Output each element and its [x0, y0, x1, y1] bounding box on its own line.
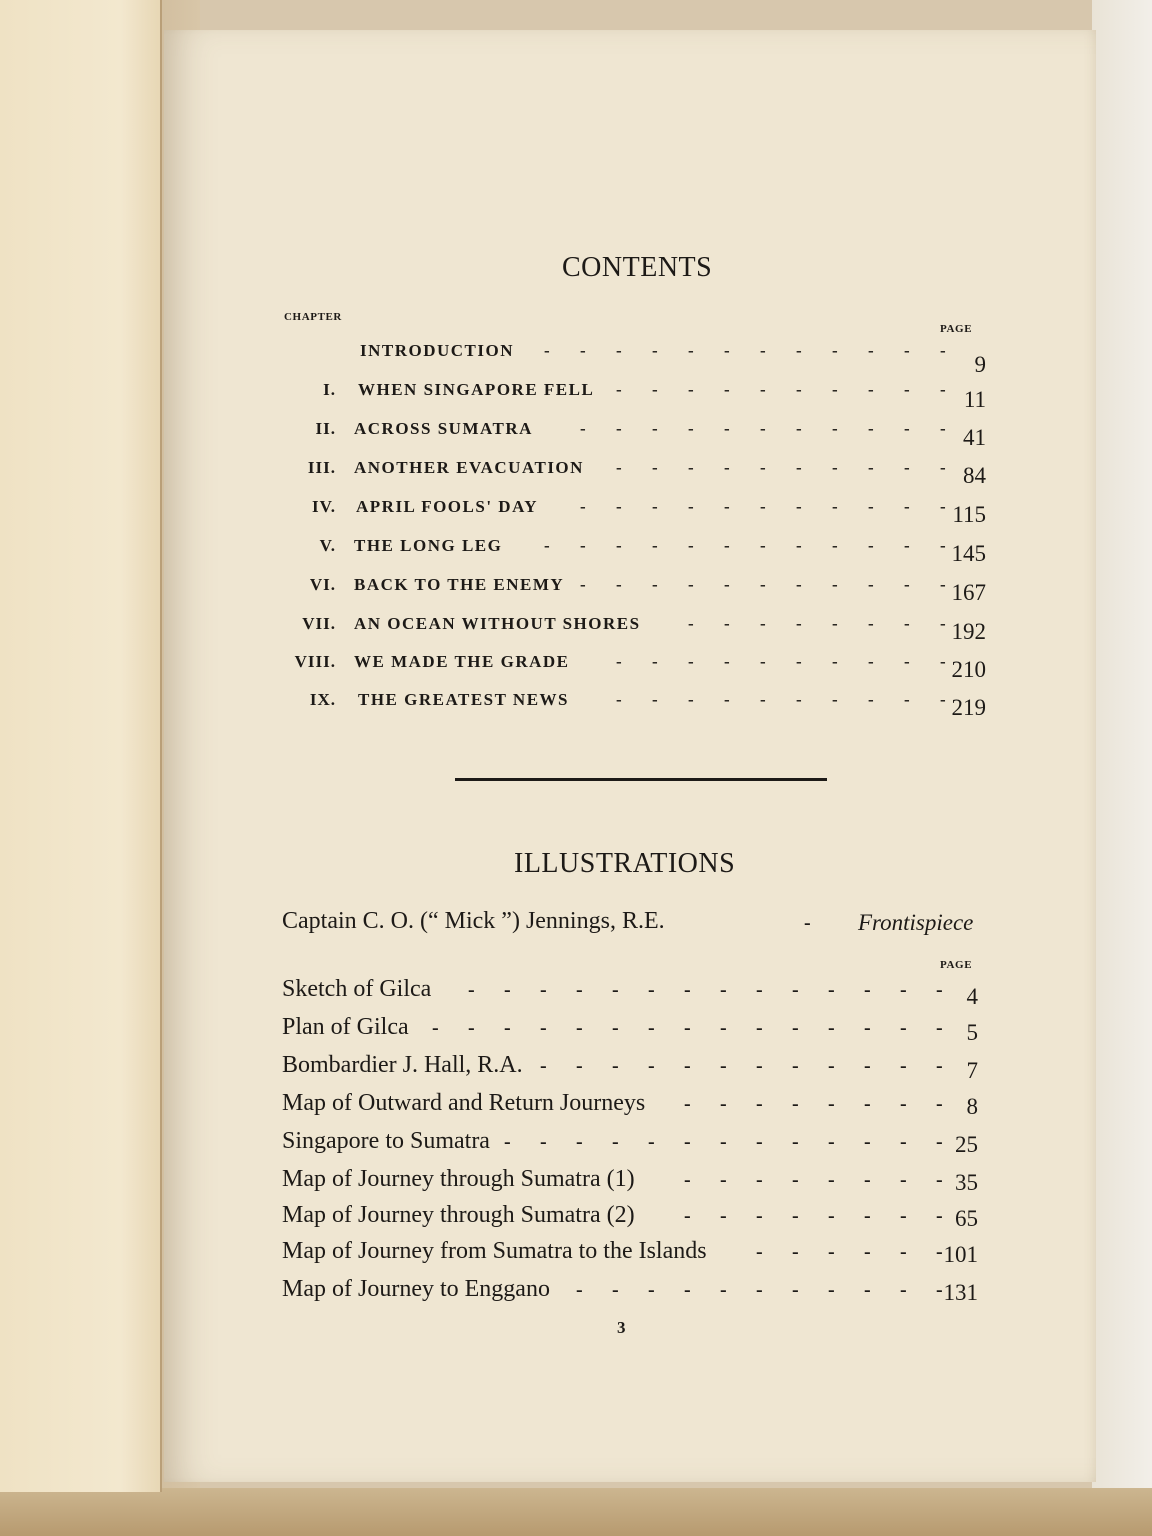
leader-dash: -	[540, 979, 547, 1001]
leader-dash: -	[652, 419, 658, 438]
leader-dash: -	[576, 1017, 583, 1039]
leader-dash: -	[792, 1017, 799, 1039]
chapter-title: THE LONG LEG	[354, 536, 503, 555]
leader-dash: -	[868, 614, 874, 633]
leader-dash: -	[760, 575, 766, 594]
chapter-page: 41	[963, 425, 986, 450]
leader-dash: -	[544, 341, 550, 360]
leader-dash: -	[760, 497, 766, 516]
leader-dash: -	[724, 652, 730, 671]
leader-dash: -	[756, 1205, 763, 1227]
chapter-column-label: CHAPTER	[284, 311, 342, 323]
chapter-title: ANOTHER EVACUATION	[354, 458, 584, 477]
chapter-title: WE MADE THE GRADE	[354, 652, 570, 671]
illustration-title: Singapore to Sumatra	[282, 1128, 490, 1154]
leader-dash: -	[868, 652, 874, 671]
leader-dash: -	[936, 1205, 943, 1227]
chapter-page: 84	[963, 463, 986, 488]
leader-dash: -	[652, 497, 658, 516]
chapter-page: 115	[952, 502, 986, 527]
leader-dash: -	[936, 1279, 943, 1301]
chapter-title: APRIL FOOLS' DAY	[356, 497, 539, 516]
leader-dash: -	[756, 1279, 763, 1301]
leader-dash: -	[684, 1131, 691, 1153]
chapter-number: V.	[319, 536, 336, 555]
leader-dash: -	[796, 419, 802, 438]
leader-dash: -	[616, 380, 622, 399]
leader-dash: -	[936, 1093, 943, 1115]
illustration-page: 35	[955, 1170, 978, 1195]
leader-dash: -	[936, 1241, 943, 1263]
contents-heading: CONTENTS	[562, 252, 713, 283]
leader-dash: -	[684, 1169, 691, 1191]
leader-dash: -	[868, 380, 874, 399]
chapter-number: II.	[315, 419, 336, 438]
leader-dash: -	[540, 1131, 547, 1153]
leader-dash: -	[652, 458, 658, 477]
leader-dash: -	[828, 1017, 835, 1039]
leader-dash: -	[792, 979, 799, 1001]
leader-dash: -	[684, 1017, 691, 1039]
leader-dash: -	[616, 341, 622, 360]
leader-dash: -	[760, 458, 766, 477]
illustration-page: 7	[966, 1058, 978, 1083]
leader-dash: -	[612, 1017, 619, 1039]
leader-dash: -	[868, 341, 874, 360]
leader-dash: -	[684, 1093, 691, 1115]
leader-dash: -	[432, 1017, 439, 1039]
leader-dash: -	[832, 690, 838, 709]
leader-dash: -	[756, 1017, 763, 1039]
illustration-title: Map of Journey through Sumatra (1)	[282, 1166, 635, 1192]
leader-dash: -	[900, 1169, 907, 1191]
leader-dash: -	[868, 690, 874, 709]
leader-dash: -	[684, 1055, 691, 1077]
leader-dash: -	[936, 1169, 943, 1191]
leader-dash: -	[612, 1279, 619, 1301]
leader-dash: -	[940, 341, 946, 360]
leader-dash: -	[940, 652, 946, 671]
chapter-page: 219	[951, 695, 986, 720]
leader-dash: -	[832, 536, 838, 555]
leader-dash: -	[904, 497, 910, 516]
illustrations-heading: ILLUSTRATIONS	[514, 848, 736, 879]
leader-dash: -	[720, 1055, 727, 1077]
chapter-page: 11	[963, 387, 986, 412]
leader-dash: -	[760, 536, 766, 555]
leader-dash: -	[724, 690, 730, 709]
leader-dash: -	[648, 979, 655, 1001]
leader-dash: -	[612, 979, 619, 1001]
leader-dash: -	[540, 1017, 547, 1039]
leader-dash: -	[796, 536, 802, 555]
leader-dash: -	[864, 1279, 871, 1301]
leader-dash: -	[648, 1279, 655, 1301]
chapter-number: VIII.	[294, 652, 336, 671]
leader-dash: -	[940, 497, 946, 516]
leader-dash: -	[936, 1055, 943, 1077]
leader-dash: -	[792, 1169, 799, 1191]
leader-dash: -	[756, 979, 763, 1001]
chapter-number: I.	[323, 380, 336, 399]
leader-dash: -	[828, 1055, 835, 1077]
leader-dash: -	[648, 1017, 655, 1039]
leader-dash: -	[648, 1131, 655, 1153]
leader-dash: -	[904, 614, 910, 633]
illustration-page: 5	[966, 1020, 978, 1045]
frontispiece-title: Captain C. O. (“ Mick ”) Jennings, R.E.	[282, 908, 665, 934]
leader-dash: -	[684, 979, 691, 1001]
illustration-title: Plan of Gilca	[282, 1014, 409, 1040]
leader-dash: -	[580, 497, 586, 516]
leader-dash: -	[504, 1017, 511, 1039]
leader-dash: -	[832, 341, 838, 360]
leader-dash: -	[724, 380, 730, 399]
leader-dash: -	[828, 1241, 835, 1263]
leader-dash: -	[648, 1055, 655, 1077]
leader-dash: -	[904, 380, 910, 399]
leader-dash: -	[936, 1017, 943, 1039]
leader-dash: -	[868, 575, 874, 594]
leader-dash: -	[900, 979, 907, 1001]
leader-dash: -	[720, 1131, 727, 1153]
chapter-number: VII.	[302, 614, 336, 633]
leader-dash: -	[720, 1205, 727, 1227]
leader-dash: -	[796, 458, 802, 477]
leader-dash: -	[724, 614, 730, 633]
leader-dash: -	[720, 1017, 727, 1039]
leader-dash: -	[904, 575, 910, 594]
leader-dash: -	[724, 458, 730, 477]
leader-dash: -	[868, 419, 874, 438]
leader-dash: -	[904, 690, 910, 709]
leader-dash: -	[756, 1093, 763, 1115]
leader-dash: -	[688, 536, 694, 555]
leader-dash: -	[900, 1055, 907, 1077]
leader-dash: -	[652, 690, 658, 709]
leader-dash: -	[616, 652, 622, 671]
leader-dash: -	[828, 1279, 835, 1301]
leader-dash: -	[576, 1055, 583, 1077]
chapter-page: 210	[951, 657, 986, 682]
leader-dash: -	[688, 341, 694, 360]
chapter-number: IV.	[312, 497, 336, 516]
leader-dash: -	[940, 380, 946, 399]
chapter-title: AN OCEAN WITHOUT SHORES	[354, 614, 641, 633]
illustration-page: 131	[943, 1280, 978, 1305]
leader-dash: -	[832, 458, 838, 477]
illustration-page: 101	[943, 1242, 978, 1267]
leader-dash: -	[900, 1241, 907, 1263]
leader-dash: -	[756, 1131, 763, 1153]
chapter-page: 145	[951, 541, 986, 566]
leader-dash: -	[576, 979, 583, 1001]
leader-dash: -	[828, 1169, 835, 1191]
leader-dash: -	[864, 1241, 871, 1263]
leader-dash: -	[540, 1055, 547, 1077]
chapter-page: 167	[951, 580, 986, 605]
leader-dash: -	[612, 1055, 619, 1077]
leader-dash: -	[760, 614, 766, 633]
leader-dash: -	[792, 1131, 799, 1153]
leader-dash: -	[688, 497, 694, 516]
leader-dash: -	[792, 1055, 799, 1077]
leader-dash: -	[900, 1093, 907, 1115]
leader-dash: -	[576, 1279, 583, 1301]
leader-dash: -	[940, 458, 946, 477]
chapter-number: III.	[307, 458, 336, 477]
chapter-title: THE GREATEST NEWS	[358, 690, 569, 709]
leader-dash: -	[616, 575, 622, 594]
leader-dash: -	[616, 497, 622, 516]
leader-dash: -	[576, 1131, 583, 1153]
leader-dash: -	[724, 536, 730, 555]
leader-dash: -	[720, 1279, 727, 1301]
leader-dash: -	[652, 536, 658, 555]
leader-dash: -	[796, 575, 802, 594]
leader-dash: -	[544, 536, 550, 555]
leader-dash: -	[616, 419, 622, 438]
leader-dash: -	[904, 341, 910, 360]
leader-dash: -	[684, 1279, 691, 1301]
leader-dash: -	[720, 1169, 727, 1191]
leader-dash: -	[828, 1205, 835, 1227]
book-bottom-edge	[0, 1488, 1152, 1536]
leader-dash: -	[832, 419, 838, 438]
leader-dash: -	[904, 458, 910, 477]
leader-dash: -	[900, 1131, 907, 1153]
leader-dash: -	[796, 380, 802, 399]
leader-dash: -	[760, 690, 766, 709]
leader-dash: -	[760, 419, 766, 438]
leader-dash: -	[940, 614, 946, 633]
chapter-number: VI.	[309, 575, 336, 594]
leader-dash: -	[504, 979, 511, 1001]
leader-dash: -	[652, 341, 658, 360]
leader-dash: -	[828, 1093, 835, 1115]
leader-dash: -	[580, 536, 586, 555]
illustration-page: 65	[955, 1206, 978, 1231]
leader-dash: -	[796, 652, 802, 671]
leader-dash: -	[864, 1131, 871, 1153]
section-divider	[455, 778, 827, 781]
frontispiece-dash: -	[804, 912, 811, 934]
leader-dash: -	[468, 1017, 475, 1039]
chapter-title: INTRODUCTION	[360, 341, 515, 360]
leader-dash: -	[760, 380, 766, 399]
chapter-page: 9	[974, 352, 986, 377]
leader-dash: -	[616, 690, 622, 709]
leader-dash: -	[580, 341, 586, 360]
leader-dash: -	[684, 1205, 691, 1227]
leader-dash: -	[832, 497, 838, 516]
chapter-title: ACROSS SUMATRA	[354, 419, 533, 438]
leader-dash: -	[864, 1169, 871, 1191]
leader-dash: -	[868, 497, 874, 516]
leader-dash: -	[796, 497, 802, 516]
illustration-title: Bombardier J. Hall, R.A.	[282, 1052, 523, 1078]
leader-dash: -	[688, 690, 694, 709]
leader-dash: -	[652, 652, 658, 671]
leader-dash: -	[468, 979, 475, 1001]
illustrations-page-column-label: PAGE	[940, 959, 973, 971]
facing-page	[0, 0, 162, 1492]
leader-dash: -	[688, 380, 694, 399]
illustration-page: 8	[966, 1094, 978, 1119]
leader-dash: -	[720, 979, 727, 1001]
leader-dash: -	[612, 1131, 619, 1153]
leader-dash: -	[940, 690, 946, 709]
leader-dash: -	[724, 341, 730, 360]
chapter-title: WHEN SINGAPORE FELL	[358, 380, 595, 399]
leader-dash: -	[792, 1093, 799, 1115]
leader-dash: -	[580, 575, 586, 594]
illustration-title: Sketch of Gilca	[282, 976, 432, 1002]
leader-dash: -	[652, 575, 658, 594]
leader-dash: -	[688, 652, 694, 671]
leader-dash: -	[760, 652, 766, 671]
leader-dash: -	[580, 419, 586, 438]
page-number: 3	[617, 1318, 626, 1337]
leader-dash: -	[688, 614, 694, 633]
leader-dash: -	[796, 614, 802, 633]
leader-dash: -	[900, 1017, 907, 1039]
leader-dash: -	[504, 1131, 511, 1153]
leader-dash: -	[904, 419, 910, 438]
book-page	[164, 30, 1096, 1482]
leader-dash: -	[832, 652, 838, 671]
leader-dash: -	[688, 575, 694, 594]
leader-dash: -	[760, 341, 766, 360]
leader-dash: -	[904, 536, 910, 555]
leader-dash: -	[832, 575, 838, 594]
illustration-page: 4	[966, 984, 978, 1009]
illustration-title: Map of Journey from Sumatra to the Islands	[282, 1238, 707, 1264]
leader-dash: -	[796, 341, 802, 360]
leader-dash: -	[940, 575, 946, 594]
leader-dash: -	[936, 1131, 943, 1153]
leader-dash: -	[756, 1055, 763, 1077]
leader-dash: -	[756, 1241, 763, 1263]
leader-dash: -	[688, 458, 694, 477]
leader-dash: -	[864, 1205, 871, 1227]
illustration-title: Map of Journey through Sumatra (2)	[282, 1202, 635, 1228]
leader-dash: -	[792, 1205, 799, 1227]
leader-dash: -	[868, 458, 874, 477]
leader-dash: -	[904, 652, 910, 671]
frontispiece-page: Frontispiece	[858, 910, 974, 935]
leader-dash: -	[792, 1241, 799, 1263]
leader-dash: -	[940, 536, 946, 555]
leader-dash: -	[900, 1279, 907, 1301]
contents-page-column-label: PAGE	[940, 323, 973, 335]
chapter-number: IX.	[309, 690, 336, 709]
leader-dash: -	[616, 536, 622, 555]
leader-dash: -	[792, 1279, 799, 1301]
leader-dash: -	[868, 536, 874, 555]
leader-dash: -	[900, 1205, 907, 1227]
leader-dash: -	[724, 497, 730, 516]
leader-dash: -	[864, 1017, 871, 1039]
leader-dash: -	[864, 979, 871, 1001]
leader-dash: -	[652, 380, 658, 399]
background-wall	[1092, 0, 1152, 1536]
leader-dash: -	[832, 380, 838, 399]
leader-dash: -	[940, 419, 946, 438]
leader-dash: -	[796, 690, 802, 709]
leader-dash: -	[688, 419, 694, 438]
leader-dash: -	[864, 1055, 871, 1077]
leader-dash: -	[756, 1169, 763, 1191]
leader-dash: -	[936, 979, 943, 1001]
leader-dash: -	[832, 614, 838, 633]
leader-dash: -	[828, 1131, 835, 1153]
chapter-title: BACK TO THE ENEMY	[354, 575, 565, 594]
leader-dash: -	[720, 1093, 727, 1115]
leader-dash: -	[724, 419, 730, 438]
leader-dash: -	[864, 1093, 871, 1115]
illustration-page: 25	[955, 1132, 978, 1157]
leader-dash: -	[724, 575, 730, 594]
leader-dash: -	[616, 458, 622, 477]
illustration-title: Map of Journey to Enggano	[282, 1276, 550, 1302]
chapter-page: 192	[951, 619, 986, 644]
illustration-title: Map of Outward and Return Journeys	[282, 1090, 646, 1116]
leader-dash: -	[828, 979, 835, 1001]
